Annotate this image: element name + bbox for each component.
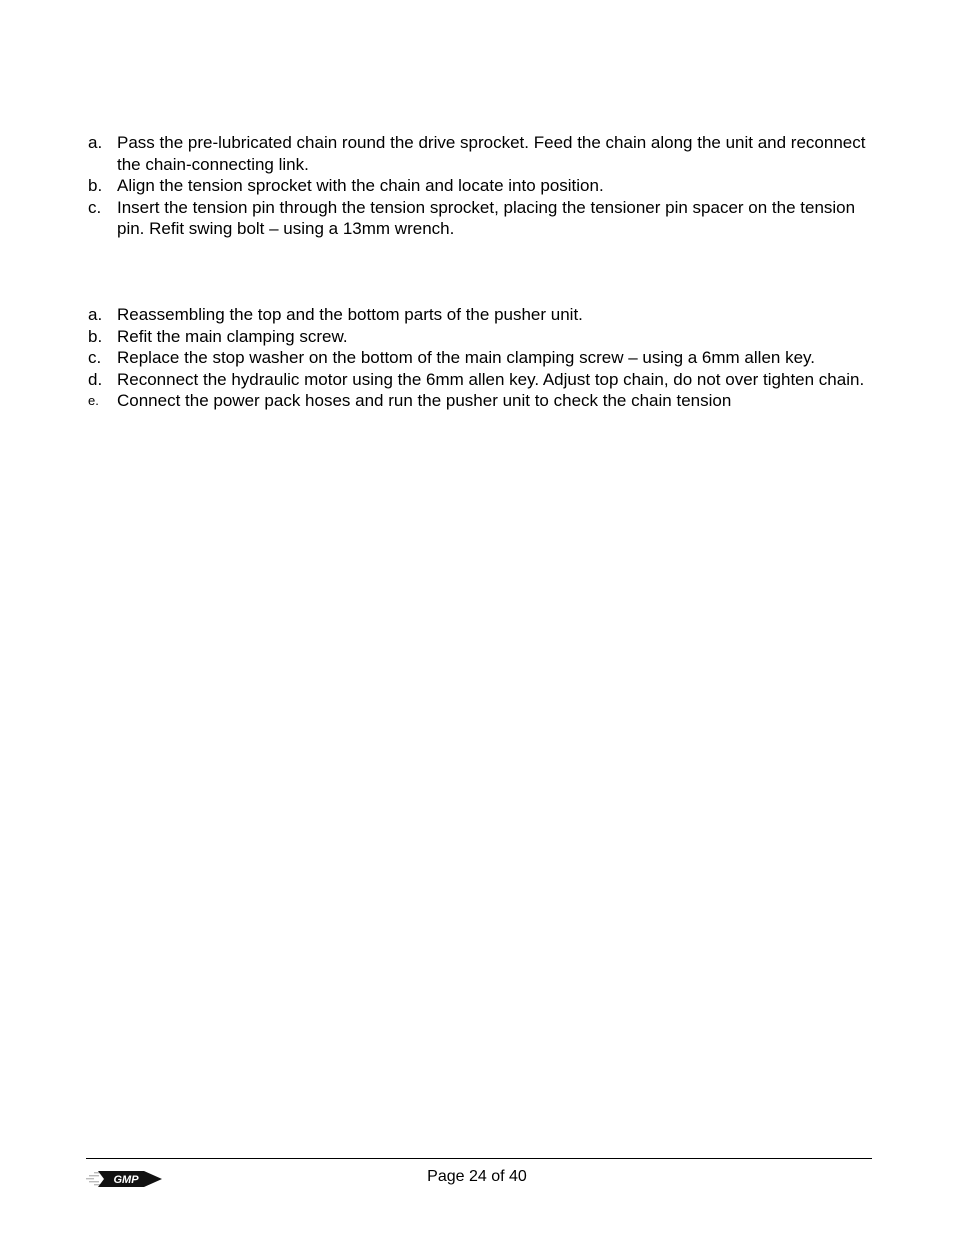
list-item-text: Align the tension sprocket with the chain and locate into position. [117,176,604,195]
list-marker: e. [88,393,99,408]
list-marker: c. [88,348,102,367]
list-marker: c. [88,197,102,217]
instruction-list-reassembly [88,304,868,412]
list-marker: b. [88,176,103,195]
page-number: Page 24 of 40 [427,1168,527,1185]
list-item-text: Pass the pre-lubricated chain round the drive sprocket. Feed the chain along the unit and reconnect the chain-connecting link. [117,133,866,174]
list-marker: b. [88,326,103,346]
list-item-text: Reconnect the hydraulic motor using the 6mm allen key. Adjust top chain, do not over tighten chain. [117,369,865,389]
logo-text: GMP [113,1174,139,1187]
instruction-list-chain [88,132,868,240]
list-item-text: Insert the tension pin through the tension sprocket, placing the tensioner pin spacer on the tension pin. Refit swing bolt – using a 13mm wrench. [117,197,856,238]
list-item [88,304,868,326]
footer-divider [86,1158,872,1159]
list-item [88,197,868,240]
list-item-text: Reassembling the top and the bottom parts of the pusher unit. [117,305,583,324]
list-marker: d. [88,369,103,389]
list-item [88,390,868,412]
list-item-text: Connect the power pack hoses and run the pusher unit to check the chain tension [117,391,732,410]
list-item [88,132,868,175]
list-item [88,326,868,348]
list-marker: a. [88,305,103,324]
list-marker: a. [88,133,103,152]
list-item [88,347,868,369]
list-item [88,369,868,391]
list-item [88,175,868,197]
list-item-text: Refit the main clamping screw. [117,326,348,346]
list-item-text: Replace the stop washer on the bottom of the main clamping screw – using a 6mm allen key. [117,348,815,367]
